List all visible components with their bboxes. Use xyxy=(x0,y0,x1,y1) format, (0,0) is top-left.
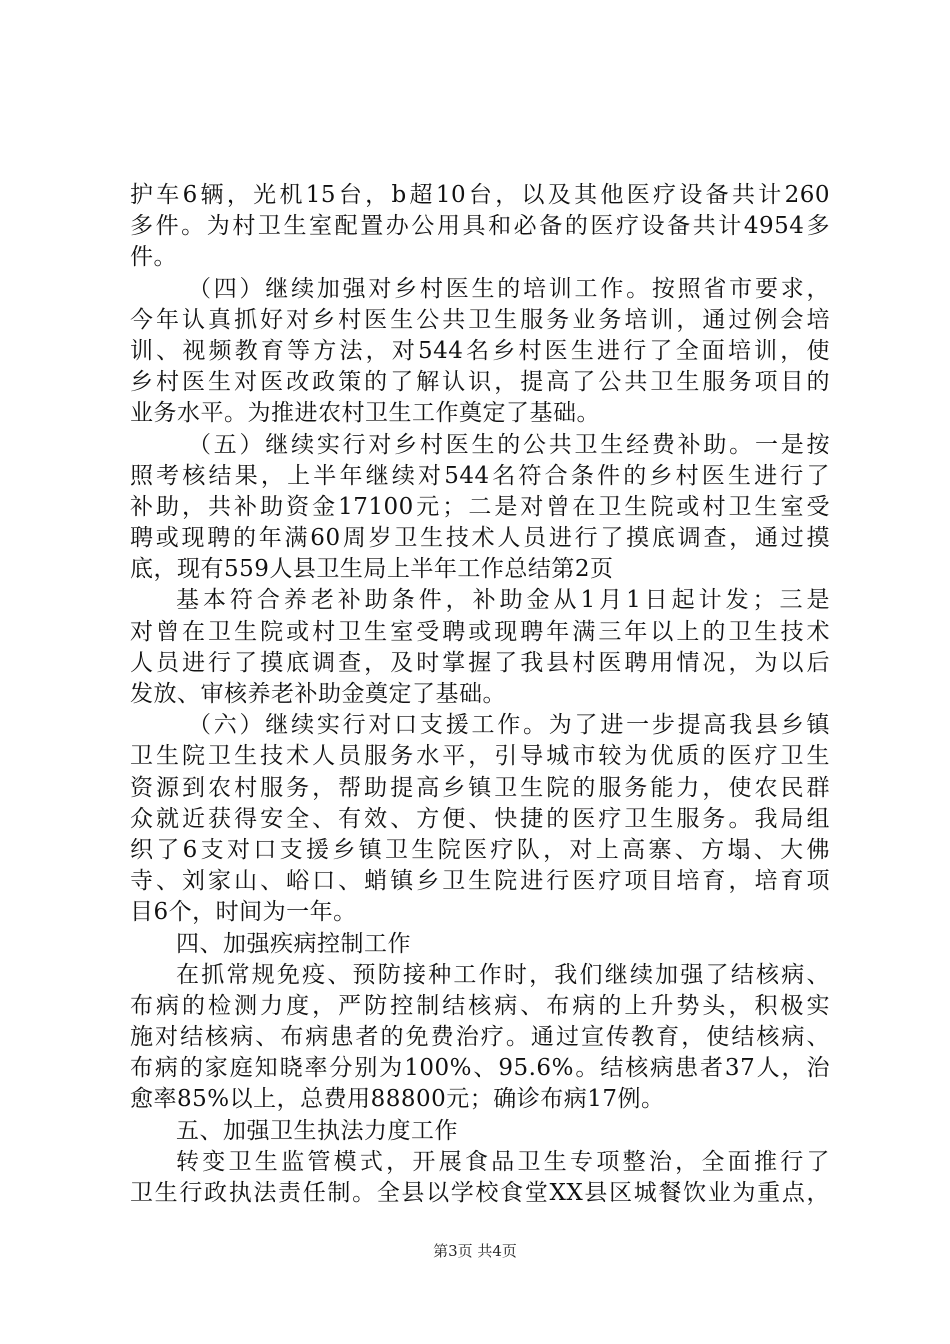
document-body xyxy=(130,180,830,1209)
text-line: 今年认真抓好对乡村医生公共卫生服务业务培训，通过例会培 xyxy=(130,306,830,333)
text-line: 补助，共补助资金17100元；二是对曾在卫生院或村卫生室受 xyxy=(130,493,830,520)
text-line: 对曾在卫生院或村卫生室受聘或现聘年满三年以上的卫生技术 xyxy=(130,618,830,645)
text-line: 聘或现聘的年满60周岁卫生技术人员进行了摸底调查，通过摸 xyxy=(130,525,830,552)
text-line: 业务水平。为推进农村卫生工作奠定了基础。 xyxy=(130,400,600,427)
text-line: 寺、刘家山、峪口、蛸镇乡卫生院进行医疗项目培育，培育项 xyxy=(130,868,830,895)
paragraph-heading-line: （四）继续加强对乡村医生的培训工作。按照省市要求， xyxy=(188,275,830,302)
text-line: 人员进行了摸底调查，及时掌握了我县村医聘用情况，为以后 xyxy=(130,649,830,676)
text-line: 训、视频教育等方法，对544名乡村医生进行了全面培训，使 xyxy=(130,337,830,364)
text-line: 照考核结果，上半年继续对544名符合条件的乡村医生进行了 xyxy=(130,462,830,489)
paragraph-start-line: 在抓常规免疫、预防接种工作时，我们继续加强了结核病、 xyxy=(176,961,830,988)
text-line: 卫生院卫生技术人员服务水平，引导城市较为优质的医疗卫生 xyxy=(130,743,830,770)
section-heading: 四、加强疾病控制工作 xyxy=(176,930,411,957)
text-line: 资源到农村服务，帮助提高乡镇卫生院的服务能力，使农民群 xyxy=(130,774,830,801)
text-line: 发放、审核养老补助金奠定了基础。 xyxy=(130,681,506,707)
paragraph-start-line: 转变卫生监管模式，开展食品卫生专项整治，全面推行了 xyxy=(176,1148,830,1175)
paragraph-heading-line: （五）继续实行对乡村医生的公共卫生经费补助。一是按 xyxy=(188,431,830,458)
text-line: 目6个，时间为一年。 xyxy=(130,899,357,926)
text-line: 护车6辆，光机15台，b超10台，以及其他医疗设备共计260 xyxy=(130,182,830,208)
text-line: 多件。为村卫生室配置办公用具和必备的医疗设备共计4954多 xyxy=(130,213,830,240)
page-number-footer: 第3页 共4页 xyxy=(433,1242,517,1260)
text-line: 布病的家庭知晓率分别为100%、95.6%。结核病患者37人，治 xyxy=(130,1055,830,1082)
text-line: 愈率85%以上，总费用88800元；确诊布病17例。 xyxy=(130,1086,665,1113)
paragraph-start-line: 基本符合养老补助条件，补助金从1月1日起计发；三是 xyxy=(176,587,830,614)
paragraph-heading-line: （六）继续实行对口支援工作。为了进一步提高我县乡镇 xyxy=(188,712,830,739)
text-line: 乡村医生对医改政策的了解认识，提高了公共卫生服务项目的 xyxy=(130,369,830,396)
text-line: 卫生行政执法责任制。全县以学校食堂XX县区城餐饮业为重点， xyxy=(130,1180,830,1206)
text-line: 众就近获得安全、有效、方便、快捷的医疗卫生服务。我局组 xyxy=(130,805,830,832)
text-line: 底，现有559人县卫生局上半年工作总结第2页 xyxy=(130,556,614,583)
section-heading: 五、加强卫生执法力度工作 xyxy=(176,1117,458,1144)
text-line: 施对结核病、布病患者的免费治疗。通过宣传教育，使结核病、 xyxy=(130,1024,830,1051)
text-line: 织了6支对口支援乡镇卫生院医疗队，对上高寨、方塌、大佛 xyxy=(130,836,830,863)
text-line: 布病的检测力度，严防控制结核病、布病的上升势头，积极实 xyxy=(130,992,830,1019)
text-line: 件。 xyxy=(130,244,177,271)
